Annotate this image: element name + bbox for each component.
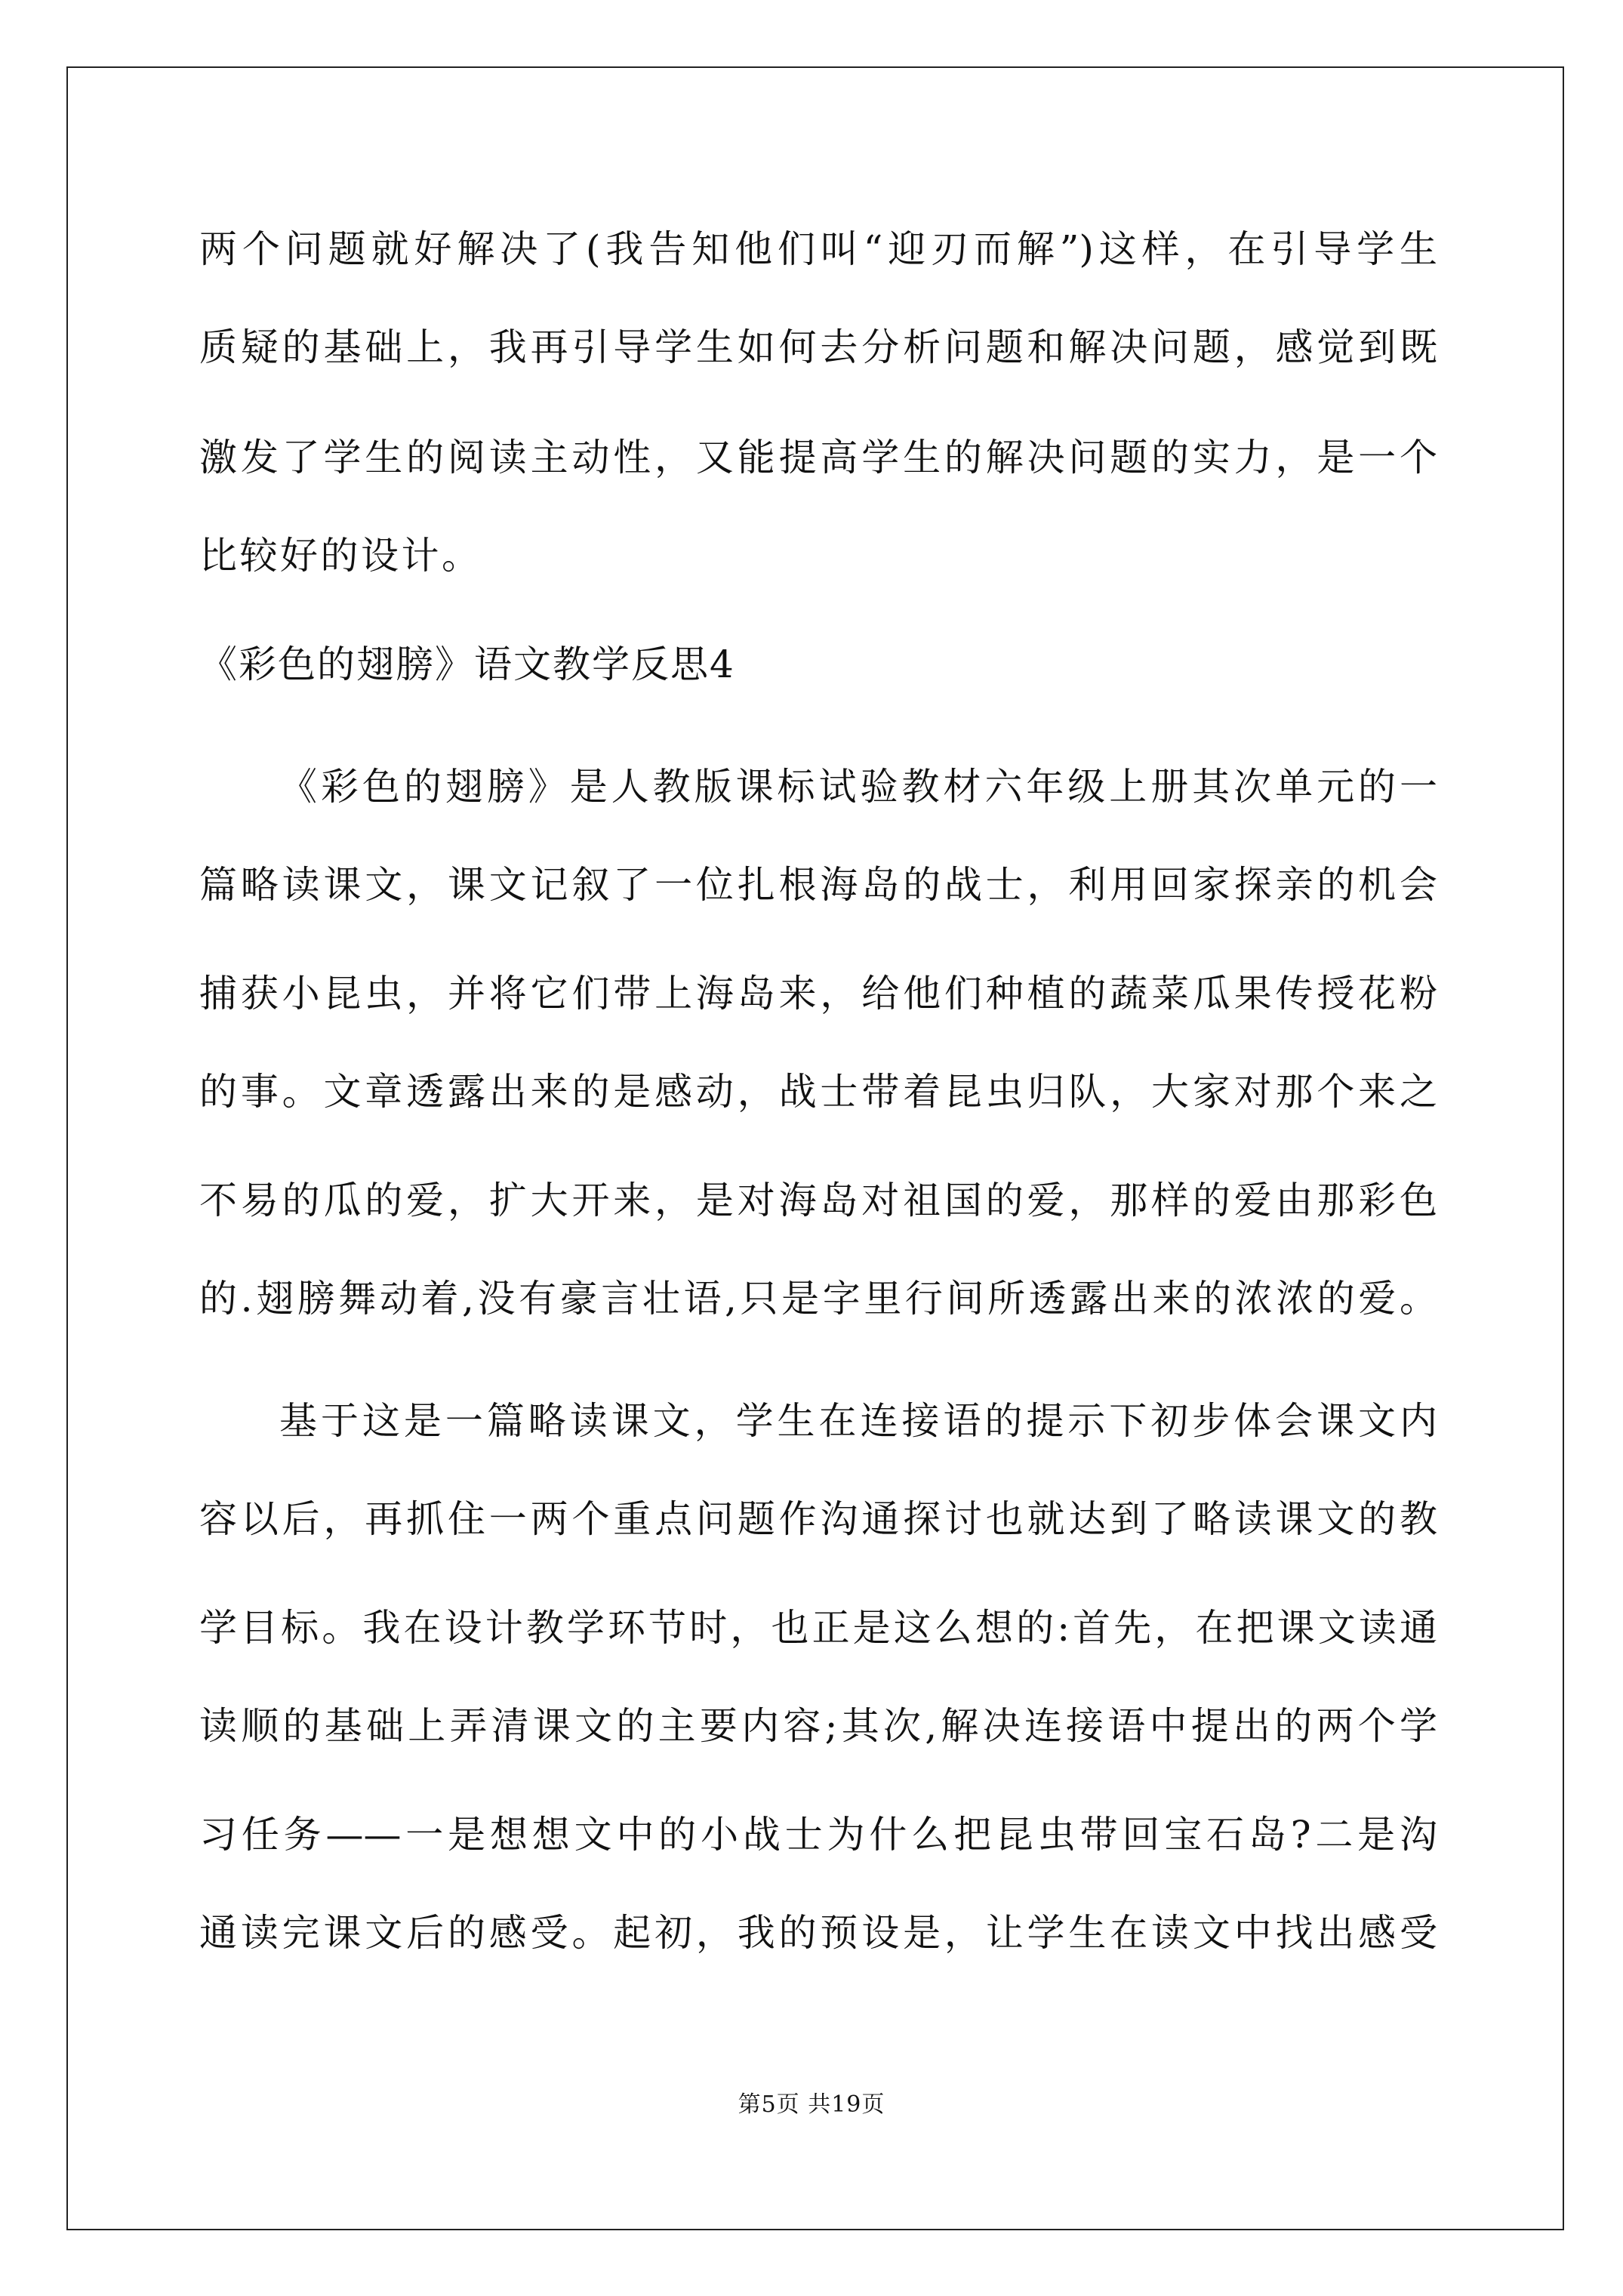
paragraph-line: 学目标。我在设计教学环节时，也正是这么想的:首先，在把课文读通	[199, 1606, 1437, 1650]
paragraph-line: 容以后，再抓住一两个重点问题作沟通探讨也就达到了略读课文的教	[199, 1497, 1437, 1541]
page-border	[66, 66, 1564, 2230]
paragraph-line: 通读完课文后的感受。起初，我的预设是，让学生在读文中找出感受	[199, 1911, 1437, 1955]
paragraph-line: 篇略读课文，课文记叙了一位扎根海岛的战士，利用回家探亲的机会	[199, 863, 1437, 907]
paragraph-line: 《彩色的翅膀》是人教版课标试验教材六年级上册其次单元的一	[279, 765, 1437, 809]
paragraph-line: 的.翅膀舞动着,没有豪言壮语,只是字里行间所透露出来的浓浓的爱。	[199, 1277, 1437, 1321]
paragraph-line: 的事。文章透露出来的是感动，战士带着昆虫归队，大家对那个来之	[199, 1070, 1437, 1114]
paragraph-line: 比较好的设计。	[199, 534, 482, 578]
paragraph-line: 读顺的基础上弄清课文的主要内容;其次,解决连接语中提出的两个学	[199, 1704, 1437, 1748]
paragraph-line: 基于这是一篇略读课文，学生在连接语的提示下初步体会课文内	[279, 1399, 1437, 1443]
paragraph-line: 习任务——一是想想文中的小战士为什么把昆虫带回宝石岛?二是沟	[199, 1813, 1437, 1857]
paragraph-line: 激发了学生的阅读主动性，又能提高学生的解决问题的实力，是一个	[199, 436, 1437, 479]
paragraph-line: 质疑的基础上，我再引导学生如何去分析问题和解决问题，感觉到既	[199, 325, 1437, 369]
section-heading: 《彩色的翅膀》语文教学反思4	[199, 643, 735, 686]
paragraph-line: 捕获小昆虫，并将它们带上海岛来，给他们种植的蔬菜瓜果传授花粉	[199, 972, 1437, 1015]
paragraph-line: 不易的瓜的爱，扩大开来，是对海岛对祖国的爱，那样的爱由那彩色	[199, 1179, 1437, 1222]
paragraph-line: 两个问题就好解决了(我告知他们叫“迎刃而解”)这样，在引导学生	[199, 227, 1437, 271]
page-number-footer: 第5页 共19页	[738, 2091, 885, 2118]
